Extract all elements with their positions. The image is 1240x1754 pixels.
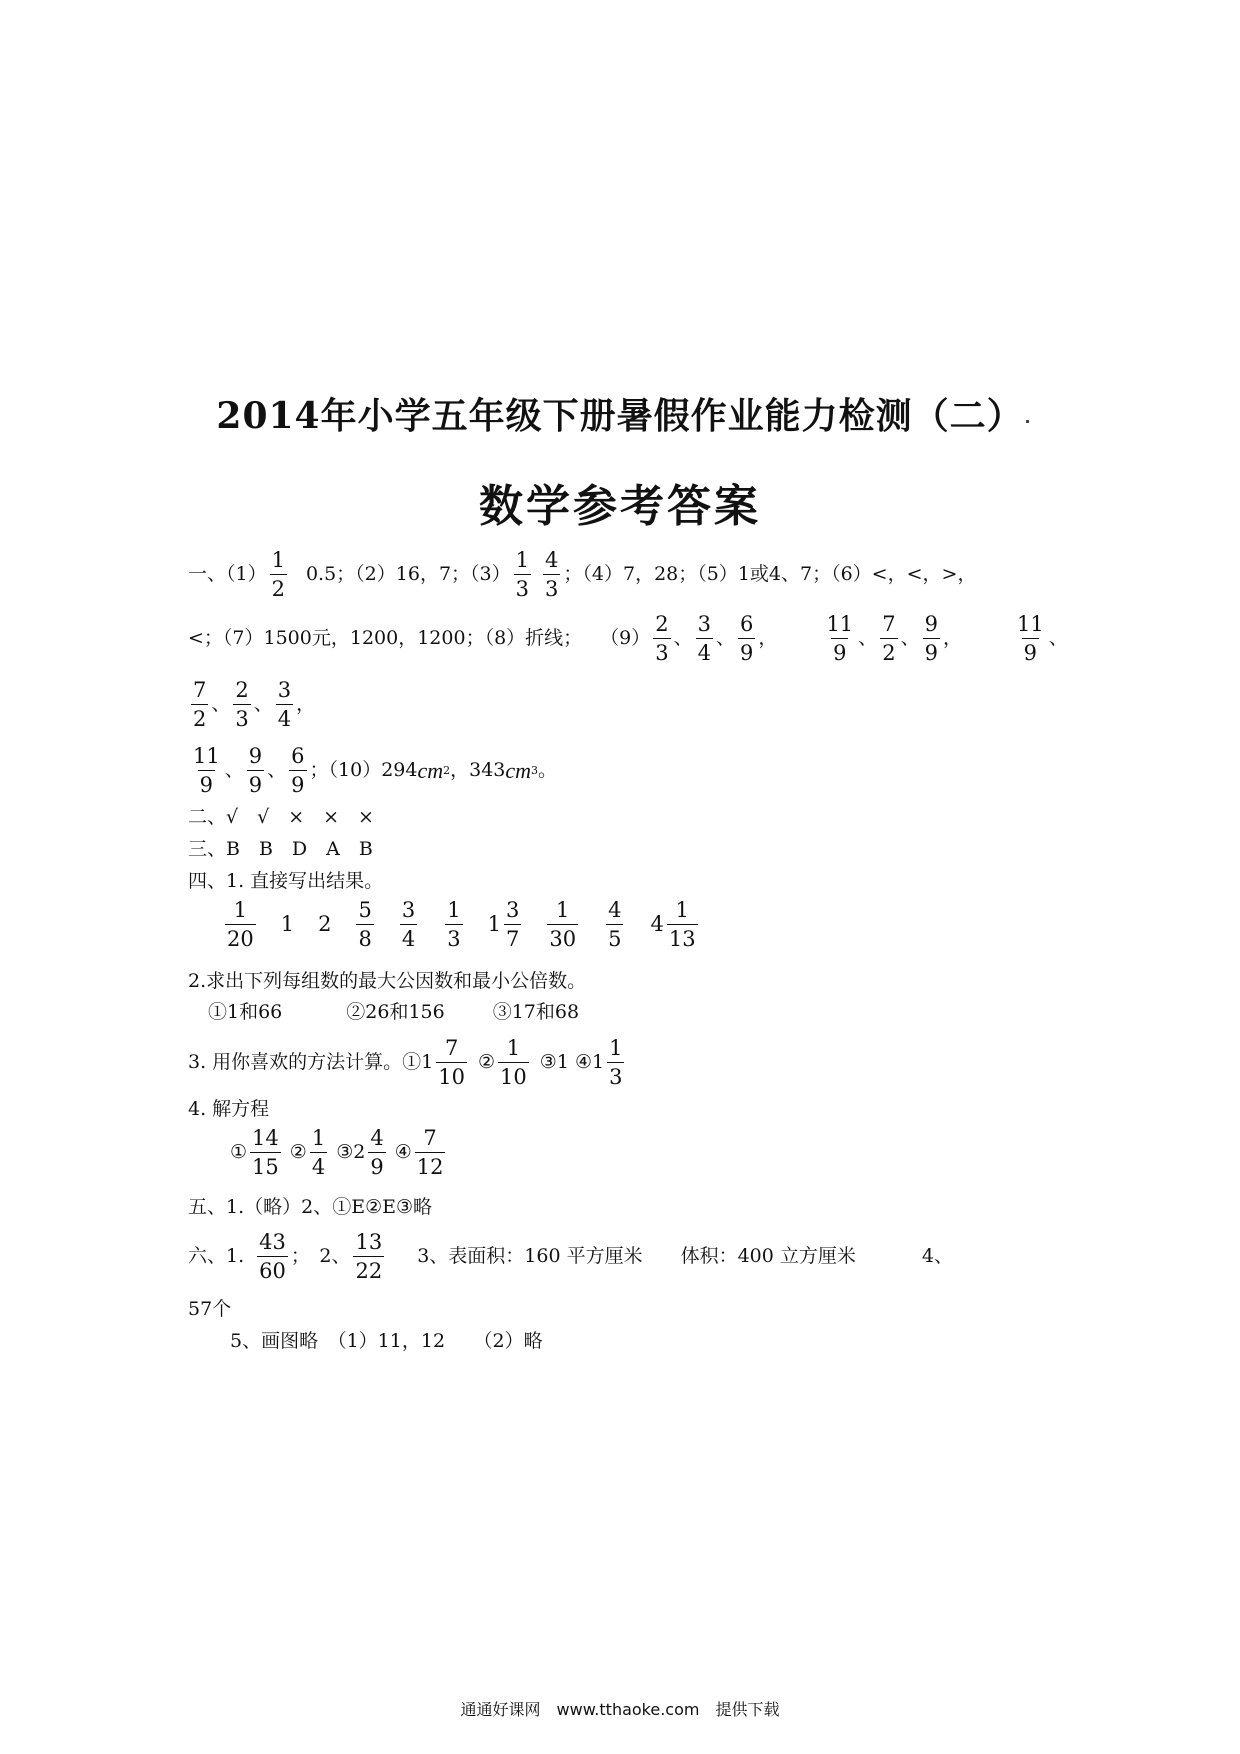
footer: 通通好课网 www.tthaoke.com 提供下载 [460,1700,780,1719]
label: 六、1. [188,1245,245,1268]
q1-prefix: 一、（1） [188,563,267,586]
q1-text-1: 0.5；（2）16，7；（3） [305,563,511,586]
fraction: $\frac{1}{3}$ [447,898,461,952]
fraction: $\frac{6}{9}$ [740,612,754,666]
q1-text-4: （9） [600,627,651,650]
q1-line-2 [188,612,1068,665]
fraction: $\frac{7}{2}$ [882,612,896,666]
fraction: $\frac{1}{3}$ [515,548,530,602]
unit-cm: cm [505,757,532,783]
separator: 、 [253,693,273,716]
fraction: $\frac{9}{9}$ [248,744,263,798]
q4-part3 [188,1036,627,1089]
separator: 、 [224,759,244,782]
q1-line-3 [188,678,315,731]
q1-text-3: <；（7）1500元，1200，1200；（8）折线； [188,627,583,650]
answer: ②26和156 [346,1001,445,1023]
fraction: $\frac{9}{9}$ [924,612,938,666]
label: 3. 用你喜欢的方法计算。①1 [188,1051,434,1074]
fraction: $\frac{14}{15}$ [252,1126,279,1180]
exponent: 3 [531,764,539,778]
mixed-number: 4 $\frac{1}{13}$ [650,898,696,952]
fraction: $\frac{11}{9}$ [826,612,854,666]
page-title: 2014年小学五年级下册暑假作业能力检测（二） [216,395,1024,437]
fraction: $\frac{11}{9}$ [1016,612,1044,666]
q1-text-2: ；（4）7，28；（5）1或4、7；（6）<，<，>， [563,563,977,586]
q1-line-4 [188,744,557,797]
q4-results-row [222,898,701,951]
fraction: $\frac{3}{4}$ [697,612,712,666]
fraction: $\frac{1}{10}$ [500,1036,527,1090]
q6-line-3: 5、画图略 （1）11，12 （2）略 [230,1330,543,1352]
label: 3、表面积：160 平方厘米 体积：400 立方厘米 [417,1245,856,1268]
fraction: $\frac{5}{8}$ [358,898,372,952]
q2-line: 二、√ √ × × × [188,806,374,828]
fraction: $\frac{7}{2}$ [193,678,207,732]
fraction: $\frac{6}{9}$ [291,744,305,798]
separator: 、 [900,627,920,650]
fraction: $\frac{43}{60}$ [259,1230,286,1284]
result-value: 1 [280,912,295,937]
fraction: $\frac{3}{4}$ [277,678,292,732]
fraction: $\frac{13}{22}$ [355,1230,383,1284]
label: ② [478,1051,496,1074]
q6-line-2: 57个 [188,1298,232,1320]
mixed-number: 1 $\frac{3}{7}$ [487,898,520,952]
separator: ， [942,627,962,650]
fraction: $\frac{1}{2}$ [271,548,285,602]
fraction: $\frac{7}{10}$ [438,1036,465,1090]
q6-line-1 [188,1230,953,1283]
q4-part4-answers [230,1126,448,1179]
fraction: $\frac{7}{12}$ [416,1126,444,1180]
q4-part2-heading: 2.求出下列每组数的最大公因数和最小公倍数。 [188,970,587,992]
separator: 、 [858,627,878,650]
label: ④ [394,1141,412,1164]
fraction: $\frac{2}{3}$ [655,612,669,666]
label: ③2 [336,1141,366,1164]
q1-text-5: ；（10）294 [309,759,418,782]
separator: ， [758,627,778,650]
label: ； 2、 [290,1245,351,1268]
label: ③1 ④1 [539,1051,605,1074]
unit-cm: cm [417,757,444,783]
separator: ， [296,693,316,716]
q1-line-1 [188,548,976,601]
q1-text-6: ，343 [450,759,506,782]
fraction: $\frac{1}{3}$ [609,1036,623,1090]
fraction: $\frac{3}{4}$ [401,898,416,952]
fraction: $\frac{11}{9}$ [193,744,220,798]
q4-part2-answers [208,1003,579,1022]
separator: 、 [267,759,287,782]
q1-text-7: 。 [538,759,558,782]
q5-line: 五、1.（略）2、①E②E③略 [188,1196,433,1218]
separator: 、 [716,627,736,650]
label: ① [230,1141,248,1164]
answer: ①1和66 [208,1001,283,1023]
q4-heading: 四、1. 直接写出结果。 [188,870,384,892]
stray-dot [1026,420,1029,423]
label: ② [289,1141,307,1164]
exponent: 2 [443,764,451,778]
fraction: $\frac{1}{20}$ [227,898,254,952]
answer: ③17和68 [492,1001,580,1023]
fraction: $\frac{4}{9}$ [370,1126,384,1180]
separator: 、 [211,693,231,716]
label: 4、 [921,1245,953,1268]
separator: 、 [673,627,693,650]
fraction: $\frac{1}{30}$ [549,898,577,952]
fraction: $\frac{1}{4}$ [311,1126,326,1180]
fraction: $\frac{2}{3}$ [235,678,249,732]
result-value: 2 [318,912,332,937]
fraction: $\frac{4}{5}$ [608,898,622,952]
separator: 、 [1048,627,1068,650]
page-subtitle: 数学参考答案 [479,481,761,532]
q4-part4-heading: 4. 解方程 [188,1098,270,1120]
q3-line: 三、B B D A B [188,838,373,860]
fraction: $\frac{4}{3}$ [545,548,559,602]
